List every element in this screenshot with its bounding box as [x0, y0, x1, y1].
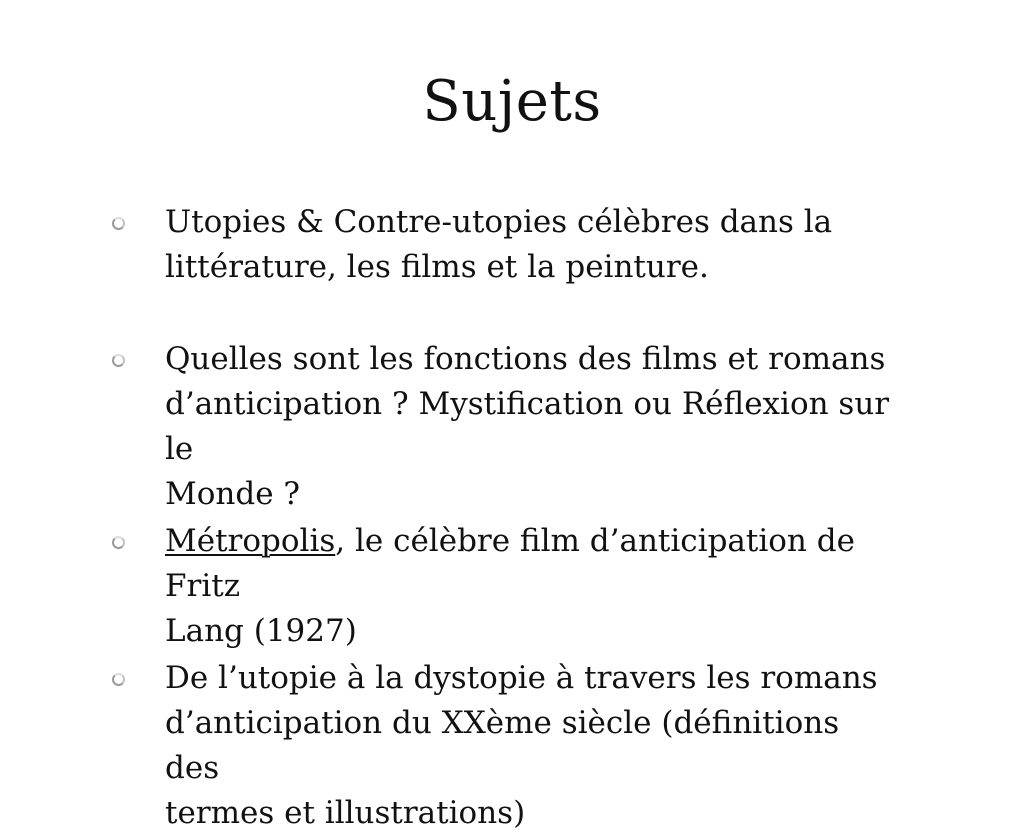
bullet-text: Utopies & Contre-utopies célèbres dans la littérature, les films et la peinture. [165, 204, 833, 285]
bullet-text [165, 519, 895, 654]
hollow-circle-bullet-icon [112, 673, 125, 686]
hollow-circle-bullet-icon [112, 217, 125, 230]
slide-title: Sujets [422, 69, 602, 134]
hollow-circle-bullet-icon [112, 354, 125, 367]
bullet-text: De l’utopie à la dystopie à travers les romans d’anticipation du XXème siècle (définitions des termes et illustrations) [165, 660, 878, 831]
bullet-text: Quelles sont les fonctions des films et romans d’anticipation ? Mystification ou Réflexion sur le Monde ? [165, 341, 890, 512]
metropolis-link[interactable]: Métropolis [165, 523, 336, 559]
hollow-circle-bullet-icon [112, 536, 125, 549]
bullet-text-continuation: , le célèbre film d’anticipation de Fritz Lang (1927) [165, 523, 855, 649]
